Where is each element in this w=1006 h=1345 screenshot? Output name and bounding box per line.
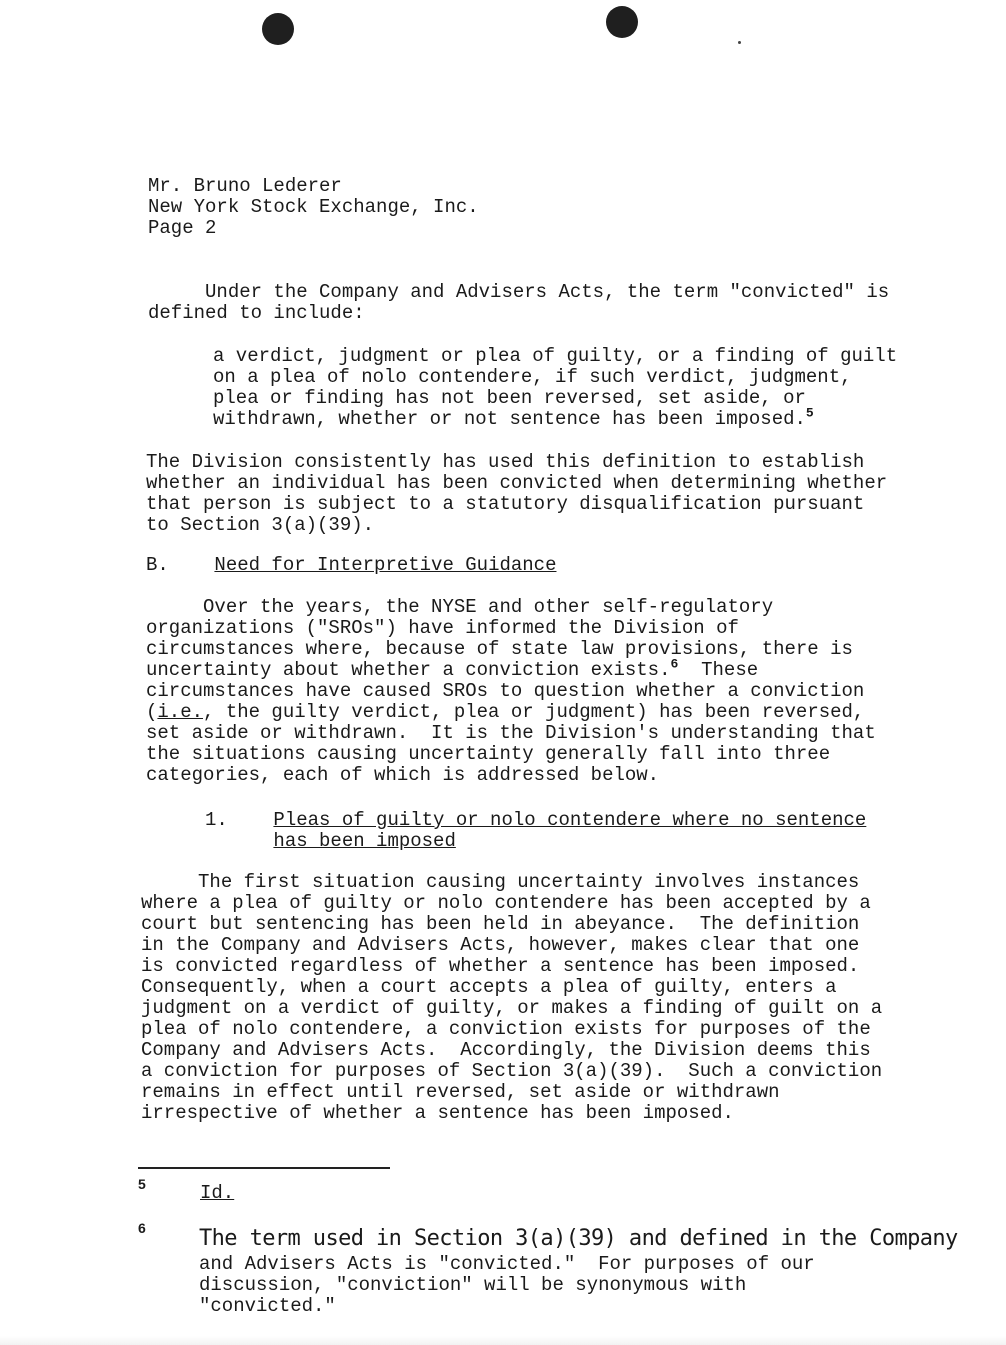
paragraph-line: the situations causing uncertainty generally fall into three bbox=[146, 743, 831, 765]
paragraph-line: a conviction for purposes of Section 3(a)(39). Such a conviction bbox=[141, 1060, 883, 1082]
section-letter: B. bbox=[146, 554, 169, 576]
footnote-5-text: Id. bbox=[200, 1182, 235, 1204]
paragraph-line: The first situation causing uncertainty involves instances bbox=[141, 871, 860, 893]
paragraph-line-text: , the guilty verdict, plea or judgment) has been reversed, bbox=[203, 701, 865, 723]
footnote-6-text bbox=[199, 1254, 815, 1317]
paragraph-line: where a plea of guilty or nolo contendere has been accepted by a bbox=[141, 892, 871, 914]
paragraph-line: Consequently, when a court accepts a plea of guilty, enters a bbox=[141, 976, 837, 998]
subsection-number: 1. bbox=[205, 809, 228, 831]
scan-speck bbox=[738, 41, 741, 44]
paragraph-line: whether an individual has been convicted when determining whether bbox=[146, 472, 888, 494]
paragraph-line: circumstances have caused SROs to question whether a conviction bbox=[146, 680, 865, 702]
recipient-organization: New York Stock Exchange, Inc. bbox=[148, 196, 479, 218]
footnote-6-number: 6 bbox=[138, 1220, 146, 1236]
quote-line: plea or finding has not been reversed, set aside, or bbox=[213, 387, 806, 409]
punch-hole-right bbox=[606, 6, 638, 38]
ie-abbreviation: i.e. bbox=[157, 701, 204, 723]
recipient-header bbox=[148, 176, 479, 239]
footnote-6-line: discussion, "conviction" will be synonymous with bbox=[199, 1274, 747, 1296]
quote-line: on a plea of nolo contendere, if such verdict, judgment, bbox=[213, 366, 852, 388]
quote-line-text: withdrawn, whether or not sentence has been imposed. bbox=[213, 408, 806, 430]
paragraph-line: remains in effect until reversed, set aside or withdrawn bbox=[141, 1081, 780, 1103]
recipient-name: Mr. Bruno Lederer bbox=[148, 175, 342, 197]
paragraph-line: irrespective of whether a sentence has been imposed. bbox=[141, 1102, 734, 1124]
paragraph-line: Under the Company and Advisers Acts, the term "convicted" is bbox=[148, 281, 890, 303]
footnote-6-line: and Advisers Acts is "convicted." For purposes of our bbox=[199, 1253, 815, 1275]
footnote-6-line: "convicted." bbox=[199, 1295, 336, 1317]
block-quote-definition bbox=[213, 346, 897, 430]
quote-line bbox=[213, 405, 897, 430]
paragraph-line: categories, each of which is addressed below. bbox=[146, 764, 660, 786]
subsection-line bbox=[205, 810, 866, 831]
section-title: Need for Interpretive Guidance bbox=[214, 554, 557, 576]
paragraph-first-situation bbox=[141, 872, 882, 1124]
paragraph-sro-uncertainty bbox=[146, 597, 876, 786]
page-number: Page 2 bbox=[148, 217, 217, 239]
subsection-heading-1 bbox=[205, 810, 866, 852]
section-heading-b bbox=[146, 555, 556, 576]
scan-edge bbox=[0, 1336, 1006, 1345]
paragraph-line: set aside or withdrawn. It is the Division's understanding that bbox=[146, 722, 876, 744]
footnote-6-line: The term used in Section 3(a)(39) and defined in the Company bbox=[199, 1226, 958, 1251]
paragraph-line: plea of nolo contendere, a conviction exists for purposes of the bbox=[141, 1018, 871, 1040]
paragraph-line: Over the years, the NYSE and other self-regulatory bbox=[146, 596, 774, 618]
paragraph-line-text: ( bbox=[146, 701, 158, 723]
paragraph-line: The Division consistently has used this definition to establish bbox=[146, 451, 865, 473]
footnote-ref-5[interactable]: 5 bbox=[805, 405, 814, 421]
paragraph-line bbox=[146, 702, 876, 723]
subsection-title: has been imposed bbox=[273, 830, 456, 852]
paragraph-line bbox=[146, 656, 876, 681]
paragraph-line: to Section 3(a)(39). bbox=[146, 514, 375, 536]
paragraph-line-text: uncertainty about whether a conviction exists. bbox=[146, 659, 671, 681]
subsection-line bbox=[205, 831, 866, 852]
paragraph-line: circumstances where, because of state law provisions, there is bbox=[146, 638, 853, 660]
paragraph-definition-intro bbox=[148, 282, 889, 324]
quote-line: a verdict, judgment or plea of guilty, or a finding of guilt bbox=[213, 345, 898, 367]
footnote-5-number: 5 bbox=[138, 1176, 146, 1192]
paragraph-line: court but sentencing has been held in abeyance. The definition bbox=[141, 913, 860, 935]
paragraph-line: organizations ("SROs") have informed the Division of bbox=[146, 617, 739, 639]
paragraph-line: Company and Advisers Acts. Accordingly, the Division deems this bbox=[141, 1039, 871, 1061]
paragraph-line: is convicted regardless of whether a sentence has been imposed. bbox=[141, 955, 860, 977]
paragraph-line: judgment on a verdict of guilty, or makes a finding of guilt on a bbox=[141, 997, 883, 1019]
subsection-title: Pleas of guilty or nolo contendere where no sentence bbox=[273, 809, 867, 831]
footnote-ref-6[interactable]: 6 bbox=[670, 656, 679, 672]
paragraph-line: in the Company and Advisers Acts, however, makes clear that one bbox=[141, 934, 860, 956]
paragraph-division-usage bbox=[146, 452, 887, 536]
paragraph-line: that person is subject to a statutory disqualification pursuant bbox=[146, 493, 865, 515]
paragraph-line-text: These bbox=[678, 659, 759, 681]
footnote-divider bbox=[138, 1167, 390, 1169]
paragraph-line: defined to include: bbox=[148, 302, 365, 324]
punch-hole-left bbox=[262, 13, 294, 45]
